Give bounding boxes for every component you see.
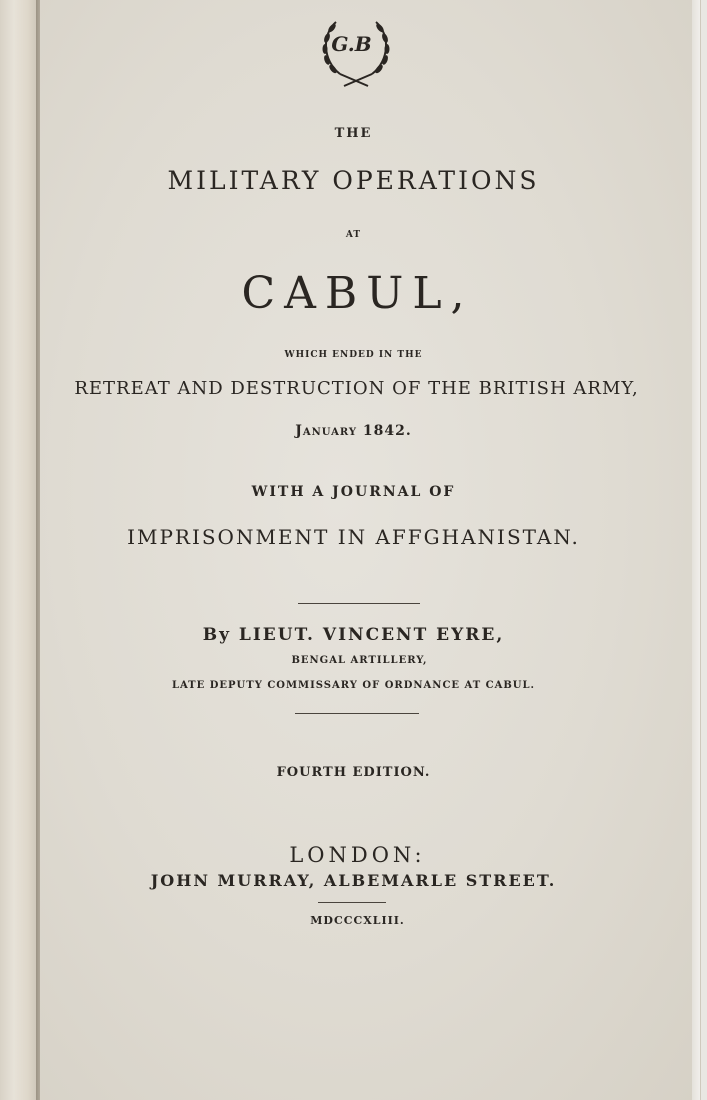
book-binding-edge (0, 0, 40, 1100)
author-role: LATE DEPUTY COMMISSARY OF ORDNANCE AT CABUL. (171, 680, 536, 691)
subtitle-retreat: RETREAT AND DESTRUCTION OF THE BRITISH ARMY, (74, 378, 639, 399)
author-line: By LIEUT. VINCENT EYRE, (202, 625, 505, 645)
monogram-letters: G.B (331, 32, 372, 56)
edition: FOURTH EDITION. (276, 765, 431, 780)
imprint-year: MDCCCXLIII. (310, 914, 405, 927)
title-cabul: CABUL, (241, 268, 474, 319)
imprint-publisher: JOHN MURRAY, ALBEMARLE STREET. (150, 871, 557, 890)
title-at: AT (345, 230, 362, 240)
page-edge (692, 0, 700, 1100)
imprisonment-in-affghanistan: IMPRISONMENT IN AFFGHANISTAN. (127, 525, 580, 549)
title-the: THE (334, 126, 373, 141)
author-unit: BENGAL ARTILLERY, (291, 655, 428, 666)
divider-top (298, 603, 420, 604)
title-date: January 1842. (295, 423, 412, 439)
with-a-journal-of: WITH A JOURNAL OF (251, 484, 456, 500)
imprint-city: LONDON: (289, 843, 426, 867)
divider-bottom (295, 713, 419, 714)
which-ended-in-the: WHICH ENDED IN THE (284, 350, 423, 360)
title-military-operations: MILITARY OPERATIONS (167, 166, 540, 195)
title-page (40, 0, 701, 1100)
divider-year (318, 902, 386, 903)
